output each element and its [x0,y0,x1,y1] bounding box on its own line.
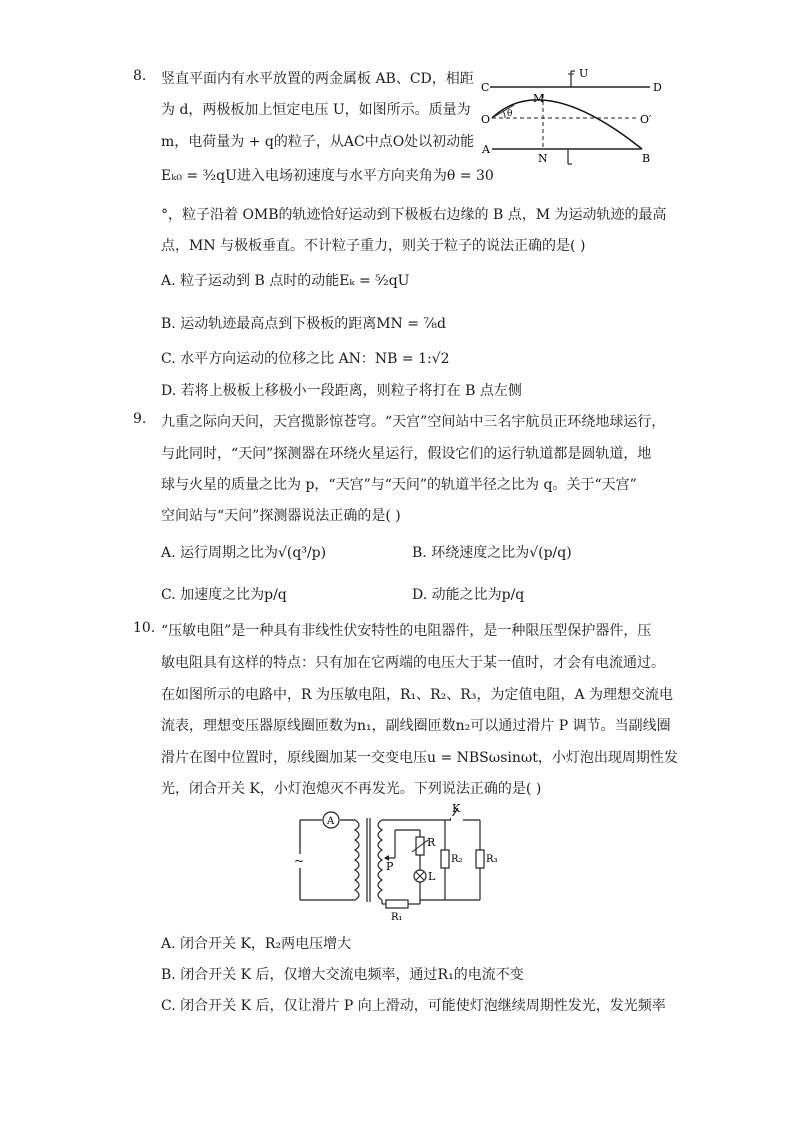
question-text-line: 在如图所示的电路中，R 为压敏电阻，R₁、R₂、R₃，为定值电阻，A 为理想交流电 [161,687,674,703]
question-text-line: 点，MN 与极板垂直。不计粒子重力，则关于粒子的说法正确的是( ) [161,238,586,254]
question-number: 8. [133,68,147,84]
question-text-line: 九重之际向天问，天宫揽影惊苍穹。“天宫”空间站中三名宇航员正环绕地球运行， [161,414,666,430]
option-a: A. 粒子运动到 B 点时的动能Eₖ = ⁵⁄₂qU [161,273,410,289]
question-text-line: 敏电阻具有这样的特点：只有加在它两端的电压大于某一值时，才会有电流通过。 [161,655,665,671]
question-text-line: 空间站与“天问”探测器说法正确的是( ) [161,508,401,524]
bulb-l-label: L [428,870,436,883]
option-d: D. 动能之比为p/q [412,587,525,603]
option-b: B. 运动轨迹最高点到下极板的距离MN = ⁷⁄₈d [161,316,446,332]
question-text-line: 滑片在图中位置时，原线圈加某一交变电压u = NBSωsinωt，小灯泡出现周期性发 [161,750,678,766]
question-text-line: “压敏电阻”是一种具有非线性伏安特性的电阻器件，是一种限压型保护器件，压 [161,623,652,639]
option-a: A. 运行周期之比为√(q³/p) [161,545,327,561]
label-u: U [579,67,589,80]
r1-label: R₁ [391,912,403,923]
transformer-circuit-figure [290,800,510,925]
question-number: 10. [133,620,156,636]
question-text-line: m，电荷量为 + q的粒子，从AC中点O处以初动能 [161,134,475,150]
label-d: D [653,81,662,94]
question-text-line: 球与火星的质量之比为 p，“天宫”与“天问”的轨道半径之比为 q。关于“天宫” [161,477,637,493]
question-text-line: 竖直平面内有水平放置的两金属板 AB、CD，相距 [161,71,474,87]
question-text-line: 流表，理想变压器原线圈匝数为n₁，副线圈匝数n₂可以通过滑片 P 调节。当副线圈 [161,718,671,734]
question-number: 9. [133,411,147,427]
label-a: A [482,143,490,156]
ac-source-label: ~ [294,854,305,868]
option-c: C. 加速度之比为p/q [161,587,287,603]
question-text-line: 为 d，两极板加上恒定电压 U，如图所示。质量为 [161,102,471,118]
ammeter-label: A [327,816,335,827]
option-c: C. 水平方向运动的位移之比 AN：NB = 1:√2 [161,351,450,367]
label-b: B [642,152,651,165]
option-b: B. 闭合开关 K 后，仅增大交流电频率，通过R₁的电流不变 [161,967,524,983]
label-o-prime: O′ [640,113,652,126]
label-c: C [481,81,490,94]
option-b: B. 环绕速度之比为√(p/q) [412,545,572,561]
question-text-line: °，粒子沿着 OMB的轨迹恰好运动到下极板右边缘的 B 点，M 为运动轨迹的最高 [161,207,667,223]
slider-p-label: P [386,860,394,873]
label-m: M [533,92,545,105]
label-o: O [481,113,491,126]
option-d: D. 若将上极板上移极小一段距离，则粒子将打在 B 点左侧 [161,383,522,399]
label-n: N [538,152,548,165]
question-text-line: 光，闭合开关 K，小灯泡熄灭不再发光。下列说法正确的是( ) [161,781,542,797]
capacitor-trajectory-figure [478,60,668,170]
r2-label: R₂ [451,854,463,865]
question-text-line: Eₖ₀ = ³⁄₂qU进入电场初速度与水平方向夹角为θ = 30 [161,168,494,184]
switch-k-label: K [452,802,461,815]
question-text-line: 与此同时，“天问”探测器在环绕火星运行，假设它们的运行轨道都是圆轨道，地 [161,446,652,462]
varistor-r-label: R [427,836,436,849]
r3-label: R₃ [486,854,498,865]
option-a: A. 闭合开关 K，R₂两电压增大 [161,936,352,952]
label-theta: θ [507,109,513,119]
option-c: C. 闭合开关 K 后，仅让滑片 P 向上滑动，可能使灯泡继续周期性发光，发光频率 [161,998,666,1014]
